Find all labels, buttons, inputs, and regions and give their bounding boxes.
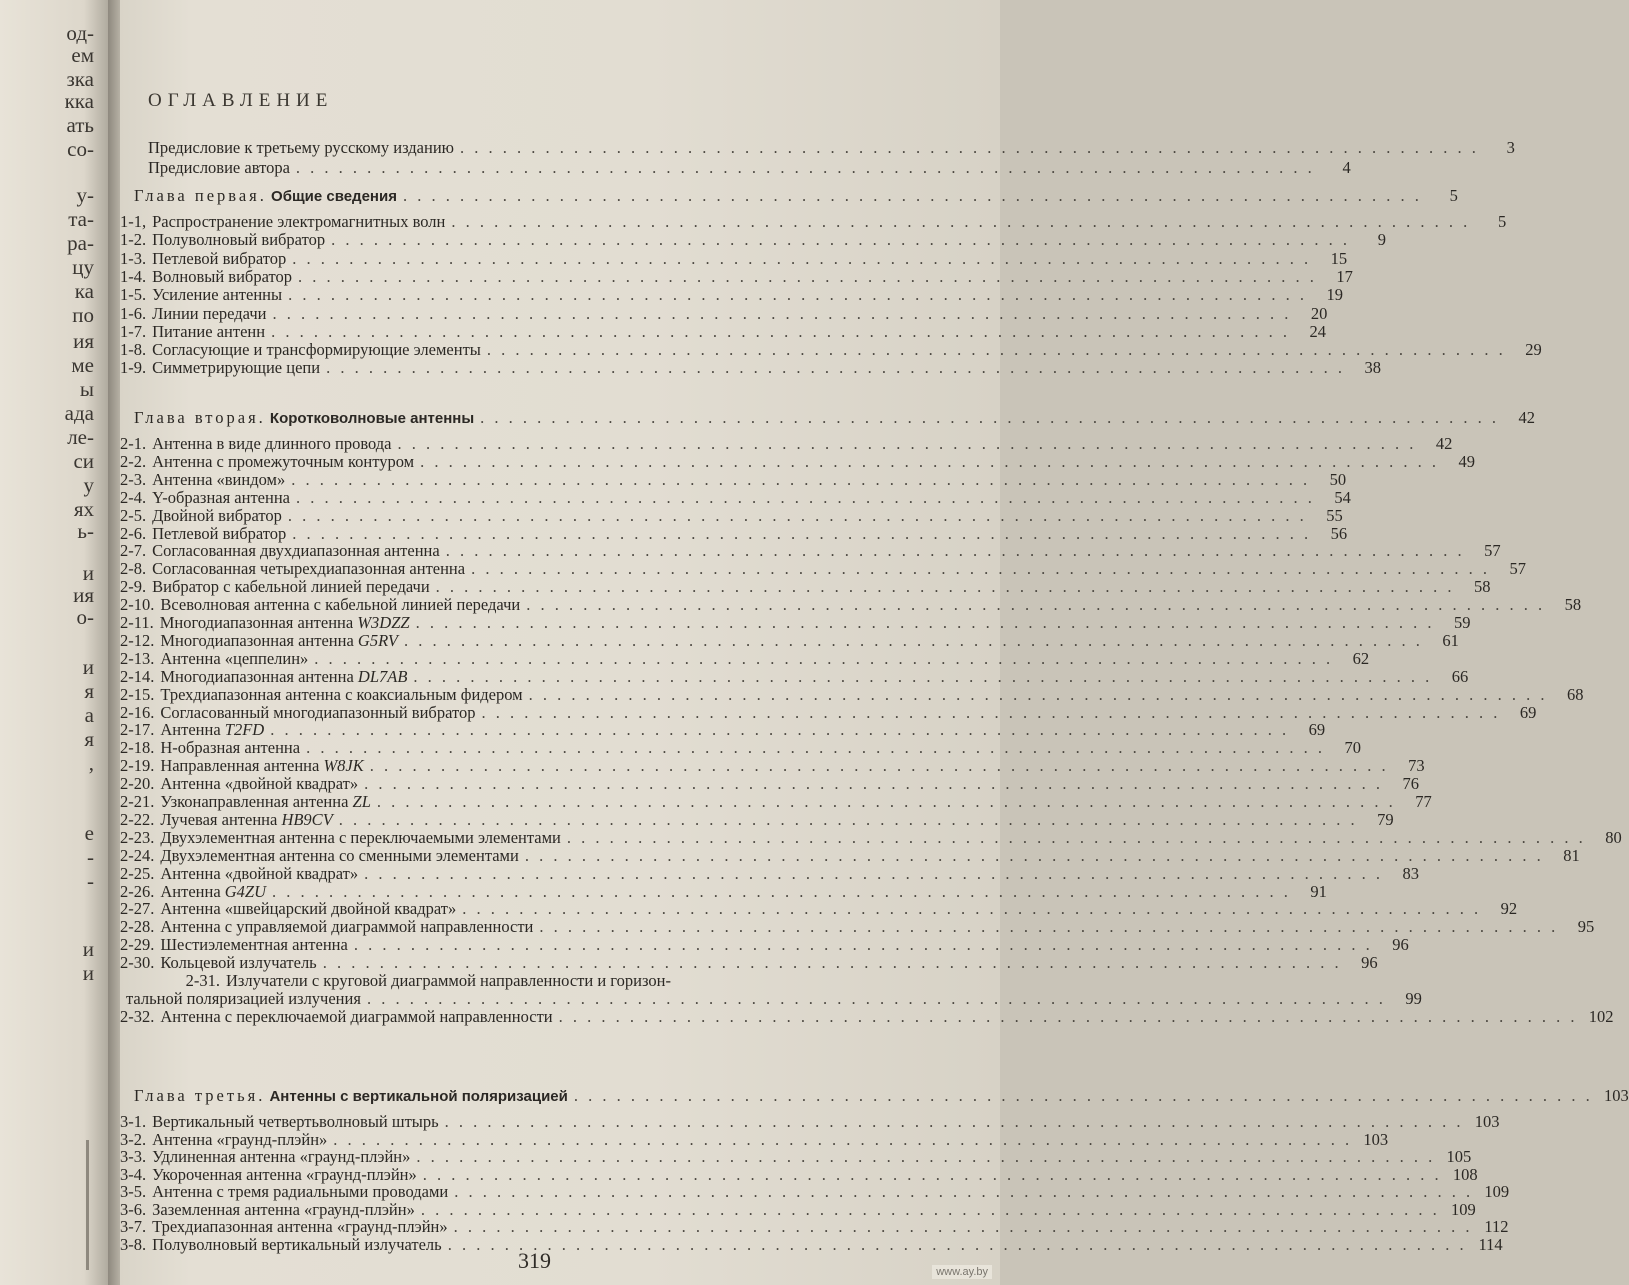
entry-text: Предисловие к третьему русскому изданию bbox=[148, 138, 454, 157]
section-entry bbox=[120, 212, 1507, 232]
page-ref: 79 bbox=[1377, 809, 1394, 829]
entry-title bbox=[152, 322, 265, 342]
section-number: 1-6. bbox=[120, 303, 147, 323]
entry-text: Излучатели с круговой диаграммой направленности и горизон- bbox=[226, 971, 671, 990]
callsign-code: HB9CV bbox=[281, 809, 333, 829]
entry-text: тальной поляризацией излучения bbox=[126, 988, 361, 1008]
entry-text: Антенна с переключаемой диаграммой направленности bbox=[160, 1006, 553, 1026]
page-ref: 57 bbox=[1484, 541, 1501, 561]
facing-page-fragment: ем bbox=[71, 43, 94, 67]
page-ref: 9 bbox=[1377, 230, 1386, 250]
entry-text: Антенна «граунд-плэйн» bbox=[152, 1129, 328, 1149]
entry-title bbox=[152, 212, 445, 232]
page-ref: 96 bbox=[1392, 935, 1409, 955]
page-ref: 99 bbox=[1405, 988, 1422, 1008]
section-number: 2-8. bbox=[120, 559, 147, 579]
dot-leader bbox=[403, 186, 1422, 206]
section-number: 2-13. bbox=[120, 648, 155, 668]
facing-page-edge bbox=[0, 0, 112, 1285]
section-number: 1-1, bbox=[120, 212, 147, 231]
entry-text: Согласованная четырехдиапазонная антенна bbox=[152, 559, 466, 579]
facing-page-fragment: ия bbox=[73, 583, 94, 607]
chapter-name: Антенны с вертикальной поляризацией bbox=[269, 1088, 568, 1105]
facing-page-fragment: по bbox=[72, 303, 94, 327]
dot-leader bbox=[298, 267, 1317, 287]
page-ref: 96 bbox=[1361, 953, 1378, 973]
section-number: 2-17. bbox=[120, 720, 155, 740]
section-entry bbox=[120, 248, 1348, 269]
section-number: 2-29. bbox=[120, 935, 155, 955]
facing-page-fragment: та- bbox=[68, 207, 94, 231]
entry-text: Кольцевой излучатель bbox=[160, 953, 317, 973]
facing-page-fragment: од- bbox=[66, 21, 94, 45]
entry-text: Направленная антенна bbox=[160, 756, 320, 776]
entry-title bbox=[148, 158, 290, 178]
watermark: www.ay.by bbox=[932, 1265, 992, 1279]
page-ref: 3 bbox=[1506, 138, 1515, 157]
entry-text: Согласованный многодиапазонный вибратор bbox=[160, 702, 476, 722]
chapter-title bbox=[134, 186, 397, 207]
page-ref: 91 bbox=[1310, 881, 1327, 901]
page-ref: 55 bbox=[1326, 505, 1343, 525]
toc-page bbox=[120, 0, 1629, 1285]
entry-text: Вибратор с кабельной линией передачи bbox=[152, 577, 430, 597]
entry-text: Антенна «двойной квадрат» bbox=[160, 863, 359, 883]
entry-text: Многодиапазонная антенна bbox=[160, 630, 354, 650]
page-ref: 108 bbox=[1452, 1164, 1478, 1184]
section-entry bbox=[120, 285, 1343, 305]
section-number: 2-20. bbox=[120, 774, 155, 794]
dot-leader bbox=[480, 408, 1499, 428]
page-ref: 103 bbox=[1363, 1129, 1389, 1149]
entry-title bbox=[152, 249, 286, 269]
section-number: 2-3. bbox=[120, 469, 147, 489]
facing-page-fragment: ы bbox=[79, 377, 94, 401]
page-ref: 59 bbox=[1453, 613, 1471, 632]
page-ref: 61 bbox=[1442, 630, 1459, 650]
front-matter-entry bbox=[148, 138, 1515, 158]
page-ref: 5 bbox=[1497, 212, 1507, 231]
callsign-code: ZL bbox=[352, 792, 371, 811]
section-entry bbox=[120, 340, 1542, 360]
section-number: 2-22. bbox=[120, 809, 155, 829]
section-number: 2-2. bbox=[120, 451, 147, 471]
section-number: 2-10. bbox=[120, 595, 155, 615]
dot-leader bbox=[487, 340, 1506, 360]
page-ref: 103 bbox=[1604, 1086, 1629, 1105]
section-number: 1-2. bbox=[120, 230, 147, 250]
entry-text: Антенна с управляемой диаграммой направленности bbox=[160, 917, 534, 937]
dot-leader bbox=[296, 158, 1315, 178]
entry-text: Антенна с тремя радиальными проводами bbox=[152, 1182, 449, 1201]
page-ref: 109 bbox=[1484, 1182, 1510, 1201]
page-ref: 66 bbox=[1451, 666, 1469, 686]
section-number: 2-24. bbox=[120, 845, 155, 865]
section-number: 2-30. bbox=[120, 953, 155, 973]
entry-text: Н-образная антенна bbox=[160, 738, 301, 758]
facing-page-fragment: я bbox=[84, 727, 94, 751]
entry-text: Усиление антенны bbox=[152, 285, 283, 305]
dot-leader bbox=[292, 249, 1311, 269]
page-ref: 68 bbox=[1567, 684, 1584, 704]
entry-text: Согласующие и трансформирующие элементы bbox=[152, 340, 481, 360]
entry-text: Лучевая антенна bbox=[160, 809, 278, 829]
page-ref: 70 bbox=[1344, 738, 1361, 758]
dot-leader bbox=[326, 358, 1345, 378]
entry-text: Предисловие автора bbox=[148, 158, 290, 177]
entry-text: Петлевой вибратор bbox=[152, 523, 287, 543]
page-ref: 15 bbox=[1330, 248, 1348, 268]
page-number: 319 bbox=[518, 1248, 551, 1273]
dot-leader bbox=[271, 322, 1290, 342]
page-ref: 112 bbox=[1484, 1217, 1509, 1236]
section-number: 3-4. bbox=[120, 1164, 147, 1184]
callsign-code: G4ZU bbox=[224, 881, 267, 901]
section-number: 2-15. bbox=[120, 684, 155, 704]
page-ref: 76 bbox=[1402, 774, 1419, 794]
section-number: 2-18. bbox=[120, 738, 155, 758]
section-number: 2-25. bbox=[120, 863, 155, 883]
dot-leader bbox=[331, 230, 1350, 250]
page-ref: 83 bbox=[1402, 863, 1419, 883]
section-number: 1-7. bbox=[120, 321, 147, 341]
section-number: 2-26. bbox=[120, 881, 155, 901]
page-ref: 58 bbox=[1474, 577, 1491, 597]
section-number: 2-28. bbox=[120, 917, 155, 937]
section-entry bbox=[120, 230, 1386, 250]
section-entry bbox=[120, 321, 1326, 342]
facing-page-fragment: си bbox=[73, 449, 94, 473]
section-number: 2-19. bbox=[120, 756, 155, 776]
facing-page-fragment: о- bbox=[76, 605, 94, 629]
facing-page-fragment: ь- bbox=[77, 519, 94, 543]
facing-page-fragment: и bbox=[82, 655, 94, 679]
section-number: 2-12. bbox=[120, 630, 155, 650]
section-number: 1-8. bbox=[120, 340, 147, 360]
section-number: 2-14. bbox=[120, 666, 155, 686]
section-number: 2-21. bbox=[120, 792, 155, 811]
entry-text: Антенна в виде длинного провода bbox=[152, 434, 392, 453]
callsign-code: T2FD bbox=[224, 720, 265, 740]
dot-leader bbox=[272, 304, 1291, 324]
entry-text: Укороченная антенна «граунд-плэйн» bbox=[152, 1164, 417, 1184]
chapter-title bbox=[134, 408, 474, 429]
facing-page-fragment: кка bbox=[64, 89, 94, 113]
dot-leader bbox=[448, 1235, 1467, 1255]
binding-mark bbox=[86, 1140, 89, 1270]
section-number: 3-1. bbox=[120, 1112, 147, 1131]
chapter-entry bbox=[134, 186, 1458, 206]
section-number: 3-2. bbox=[120, 1129, 147, 1149]
page-ref: 4 bbox=[1342, 158, 1351, 177]
section-entry bbox=[120, 1006, 1614, 1027]
facing-page-fragment: ле- bbox=[67, 425, 94, 449]
section-number: 3-8. bbox=[120, 1234, 147, 1254]
facing-page-fragment: зка bbox=[66, 67, 94, 91]
page-ref: 17 bbox=[1336, 266, 1353, 286]
facing-page-fragment: ада bbox=[64, 401, 94, 425]
toc-heading: ОГЛАВЛЕНИЕ bbox=[148, 90, 334, 111]
callsign-code: W8JK bbox=[323, 756, 364, 776]
page-ref: 54 bbox=[1334, 487, 1351, 507]
page-ref: 50 bbox=[1329, 469, 1347, 489]
entry-text: Трехдиапазонная антенна с коаксиальным фидером bbox=[160, 684, 523, 704]
section-number: 2-9. bbox=[120, 577, 147, 597]
page-ref: 114 bbox=[1478, 1234, 1503, 1254]
chapter-name: Общие сведения bbox=[271, 188, 397, 205]
page-ref: 92 bbox=[1500, 899, 1518, 919]
entry-text: Всеволновая антенна с кабельной линией передачи bbox=[160, 595, 521, 615]
page-ref: 105 bbox=[1446, 1147, 1472, 1166]
callsign-code: G5RV bbox=[357, 630, 398, 650]
entry-text: Y-образная антенна bbox=[152, 487, 290, 507]
entry-text: Трехдиапазонная антенна «граунд-плэйн» bbox=[152, 1217, 448, 1236]
section-number: 2-31. bbox=[185, 971, 220, 990]
front-matter-entry bbox=[148, 158, 1351, 178]
page-ref: 56 bbox=[1330, 523, 1348, 543]
entry-text: Петлевой вибратор bbox=[152, 248, 287, 268]
chapter-title bbox=[134, 1086, 568, 1107]
section-number: 2-1. bbox=[120, 434, 147, 453]
entry-title bbox=[148, 138, 454, 158]
facing-page-fragment: и bbox=[82, 937, 94, 961]
entry-text: Антенна с промежуточным контуром bbox=[152, 451, 415, 471]
entry-title bbox=[152, 1235, 442, 1255]
facing-page-fragment: ка bbox=[74, 279, 94, 303]
entry-text: Многодиапазонная антенна bbox=[160, 666, 354, 686]
section-number: 3-3. bbox=[120, 1147, 147, 1166]
facing-page-fragment: - bbox=[87, 869, 94, 893]
entry-title bbox=[160, 1007, 552, 1027]
entry-text: Заземленная антенна «граунд-плэйн» bbox=[152, 1199, 415, 1219]
page-ref: 42 bbox=[1518, 408, 1536, 427]
facing-page-fragment: я bbox=[84, 679, 94, 703]
page-ref: 102 bbox=[1588, 1006, 1614, 1026]
section-number: 3-6. bbox=[120, 1199, 147, 1219]
section-number: 3-7. bbox=[120, 1217, 147, 1236]
dot-leader bbox=[559, 1007, 1578, 1027]
page-ref: 57 bbox=[1509, 559, 1526, 579]
facing-page-fragment: и bbox=[82, 961, 94, 985]
section-number: 2-16. bbox=[120, 702, 155, 722]
entry-text: Антенна bbox=[160, 720, 221, 740]
chapter-label: Глава третья. bbox=[134, 1086, 266, 1105]
facing-page-fragment: у- bbox=[76, 183, 94, 207]
facing-page-fragment: цу bbox=[72, 255, 94, 279]
facing-page-fragment: ия bbox=[73, 329, 94, 353]
entry-text: Шестиэлементная антенна bbox=[160, 935, 348, 955]
entry-title bbox=[152, 340, 481, 360]
page-ref: 38 bbox=[1364, 358, 1381, 378]
facing-page-fragment: а bbox=[84, 703, 94, 727]
section-number: 1-4. bbox=[120, 266, 147, 286]
page-ref: 95 bbox=[1577, 917, 1595, 937]
entry-text: Двойной вибратор bbox=[152, 505, 282, 525]
facing-page-fragment: и bbox=[82, 561, 94, 585]
section-number: 2-27. bbox=[120, 899, 155, 919]
chapter-entry bbox=[134, 408, 1536, 428]
chapter-entry bbox=[134, 1086, 1629, 1106]
dot-leader bbox=[574, 1086, 1593, 1106]
section-entry bbox=[120, 1234, 1503, 1255]
entry-text: Антенна «цеппелин» bbox=[160, 648, 309, 668]
page-ref: 49 bbox=[1458, 451, 1475, 471]
page-ref: 62 bbox=[1352, 648, 1370, 668]
section-number: 2-5. bbox=[120, 505, 147, 525]
page-ref: 29 bbox=[1525, 340, 1542, 360]
entry-text: Антенна «виндом» bbox=[152, 469, 286, 489]
facing-page-fragment: - bbox=[87, 845, 94, 869]
section-number: 2-6. bbox=[120, 523, 147, 543]
page-ref: 73 bbox=[1408, 756, 1425, 776]
entry-title bbox=[152, 285, 282, 305]
section-number: 1-3. bbox=[120, 248, 147, 268]
entry-text: Линии передачи bbox=[152, 303, 267, 323]
facing-page-fragment: ра- bbox=[67, 231, 94, 255]
entry-text: Двухэлементная антенна с переключаемыми элементами bbox=[160, 827, 561, 847]
page-ref: 42 bbox=[1435, 434, 1453, 453]
section-number: 2-7. bbox=[120, 541, 147, 561]
page-ref: 69 bbox=[1519, 702, 1537, 722]
section-number: 1-9. bbox=[120, 358, 147, 378]
entry-text: Полуволновый вибратор bbox=[152, 230, 326, 250]
chapter-label: Глава вторая. bbox=[134, 408, 266, 427]
dot-leader bbox=[460, 138, 1479, 158]
page-ref: 20 bbox=[1310, 303, 1328, 323]
section-entry bbox=[120, 303, 1328, 324]
facing-page-fragment: е bbox=[84, 821, 94, 845]
chapter-name: Коротковолновые антенны bbox=[269, 410, 475, 427]
entry-title bbox=[152, 358, 320, 378]
callsign-code: W3DZZ bbox=[357, 613, 410, 632]
section-number: 1-5. bbox=[120, 285, 147, 305]
facing-page-fragment: , bbox=[88, 751, 94, 775]
facing-page-fragment: у bbox=[83, 473, 94, 497]
entry-text: Согласованная двухдиапазонная антенна bbox=[152, 541, 440, 561]
entry-title bbox=[152, 267, 292, 287]
entry-title bbox=[152, 230, 325, 250]
page-ref: 5 bbox=[1449, 186, 1458, 205]
section-number: 2-11. bbox=[120, 613, 154, 632]
section-number: 2-32. bbox=[120, 1006, 155, 1026]
entry-text: Антенна «двойной квадрат» bbox=[160, 774, 359, 794]
entry-text: Волновый вибратор bbox=[152, 266, 292, 286]
page-ref: 103 bbox=[1474, 1112, 1500, 1131]
entry-text: Двухэлементная антенна со сменными элементами bbox=[160, 845, 519, 865]
page-ref: 109 bbox=[1450, 1199, 1476, 1219]
facing-page-fragment: ме bbox=[71, 353, 94, 377]
dot-leader bbox=[451, 212, 1470, 232]
entry-text: Распространение электромагнитных волн bbox=[152, 212, 446, 231]
page-ref: 24 bbox=[1309, 321, 1326, 341]
facing-page-fragment: со- bbox=[67, 137, 94, 161]
chapter-label: Глава первая. bbox=[134, 186, 267, 205]
dot-leader bbox=[288, 285, 1307, 305]
section-entry bbox=[120, 266, 1353, 287]
section-number: 2-23. bbox=[120, 827, 155, 847]
entry-title bbox=[152, 304, 266, 324]
page-ref: 77 bbox=[1415, 792, 1432, 811]
entry-text: Антенна bbox=[160, 881, 221, 901]
callsign-code: DL7AB bbox=[357, 666, 408, 686]
page-ref: 58 bbox=[1564, 595, 1582, 615]
entry-text: Полуволновый вертикальный излучатель bbox=[152, 1234, 442, 1254]
page-ref: 80 bbox=[1605, 827, 1622, 847]
page-ref: 19 bbox=[1326, 285, 1343, 305]
entry-text: Питание антенн bbox=[152, 321, 266, 341]
entry-text: Симметрирующие цепи bbox=[152, 358, 321, 378]
facing-page-fragment: ях bbox=[73, 497, 94, 521]
section-number: 3-5. bbox=[120, 1182, 147, 1201]
page-ref: 81 bbox=[1563, 845, 1580, 865]
entry-text: Вертикальный четвертьволновый штырь bbox=[152, 1112, 439, 1131]
entry-text: Антенна «швейцарский двойной квадрат» bbox=[160, 899, 457, 919]
section-number: 2-4. bbox=[120, 487, 147, 507]
entry-text: Удлиненная антенна «граунд-плэйн» bbox=[152, 1147, 411, 1166]
entry-text: Многодиапазонная антенна bbox=[159, 613, 354, 632]
section-entry bbox=[120, 358, 1381, 378]
page-ref: 69 bbox=[1308, 720, 1326, 740]
entry-text: Узконаправленная антенна bbox=[160, 792, 349, 811]
facing-page-fragment: ать bbox=[66, 113, 94, 137]
